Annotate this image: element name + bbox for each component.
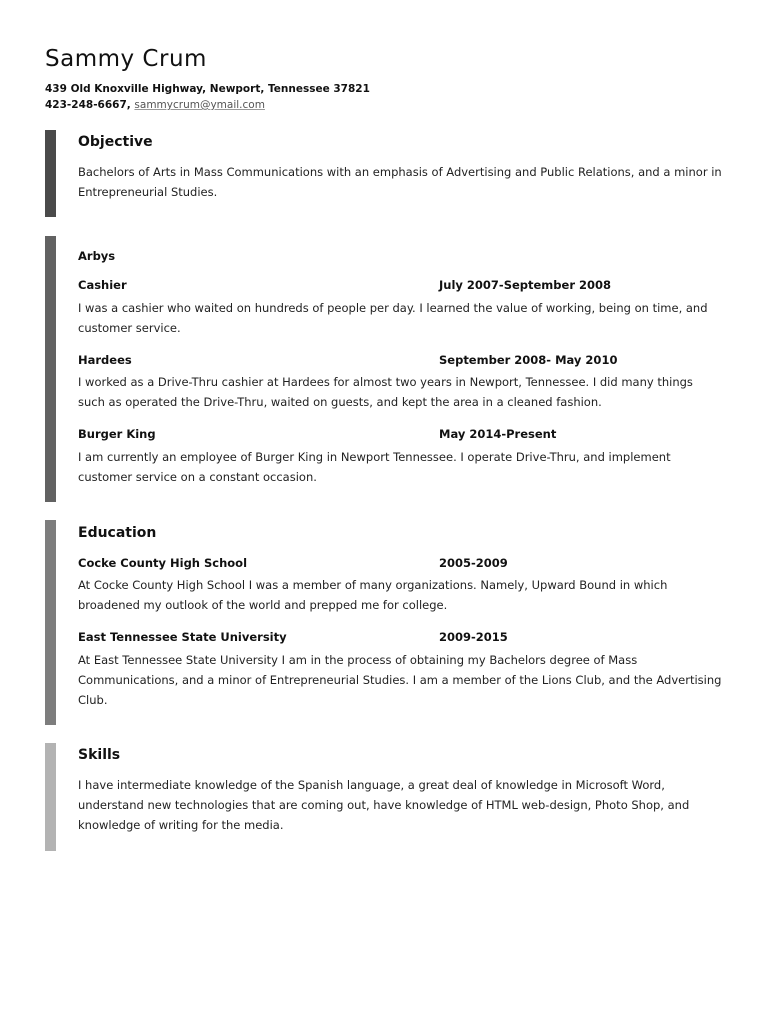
contact-line (45, 99, 265, 111)
school-description: At East Tennessee State University I am in the process of obtaining my Bachelors degree of Mass Communications, and a minor of Entrepreneurial Studies. I am a member of the Lions Club, and the Advertising Club. (78, 653, 722, 707)
school-dates: 2009-2015 (439, 630, 508, 644)
objective-heading: Objective (78, 134, 153, 150)
objective-section (45, 130, 725, 217)
company-heading: Arbys (78, 249, 116, 263)
objective-section-bar (45, 130, 56, 217)
job-dates: May 2014-Present (439, 427, 557, 441)
school-description: At Cocke County High School I was a member of many organizations. Namely, Upward Bound in which broadened my outlook of the world and prepped me for college. (78, 578, 668, 612)
job-title: Hardees (78, 353, 132, 367)
skills-heading: Skills (78, 747, 121, 763)
objective-text: Bachelors of Arts in Mass Communications with an emphasis of Advertising and Public Relations, and a minor in Entrepreneurial Studies. (78, 165, 722, 199)
skills-section-bar (45, 743, 56, 851)
job-description: I worked as a Drive-Thru cashier at Hardees for almost two years in Newport, Tennessee. I did many things such as operated the Drive-Thru, waited on guests, and kept the area in a cleaned fashion. (78, 375, 693, 409)
job-description: I was a cashier who waited on hundreds of people per day. I learned the value of working, being on time, and customer service. (78, 301, 708, 335)
job-dates: September 2008- May 2010 (439, 353, 618, 367)
school-name: Cocke County High School (78, 556, 248, 570)
phone-number: 423-248-6667, (45, 99, 131, 111)
applicant-name: Sammy Crum (45, 46, 207, 72)
email-link[interactable]: sammycrum@ymail.com (134, 99, 265, 111)
experience-section-bar (45, 236, 56, 502)
skills-section (45, 743, 725, 851)
job-title: Cashier (78, 278, 127, 292)
address-line: 439 Old Knoxville Highway, Newport, Tennessee 37821 (45, 83, 370, 95)
job-description: I am currently an employee of Burger King in Newport Tennessee. I operate Drive-Thru, and implement customer service on a constant occasion. (78, 450, 671, 484)
school-name: East Tennessee State University (78, 630, 287, 644)
education-section-bar (45, 520, 56, 725)
school-dates: 2005-2009 (439, 556, 508, 570)
education-section (45, 520, 725, 725)
skills-text: I have intermediate knowledge of the Spanish language, a great deal of knowledge in Microsoft Word, understand new technologies that are coming out, have knowledge of HTML web-design, Photo Shop, and knowledge of writing for the media. (78, 778, 690, 832)
education-heading: Education (78, 525, 157, 541)
job-dates: July 2007-September 2008 (439, 278, 611, 292)
experience-section (45, 236, 725, 502)
job-title: Burger King (78, 427, 156, 441)
